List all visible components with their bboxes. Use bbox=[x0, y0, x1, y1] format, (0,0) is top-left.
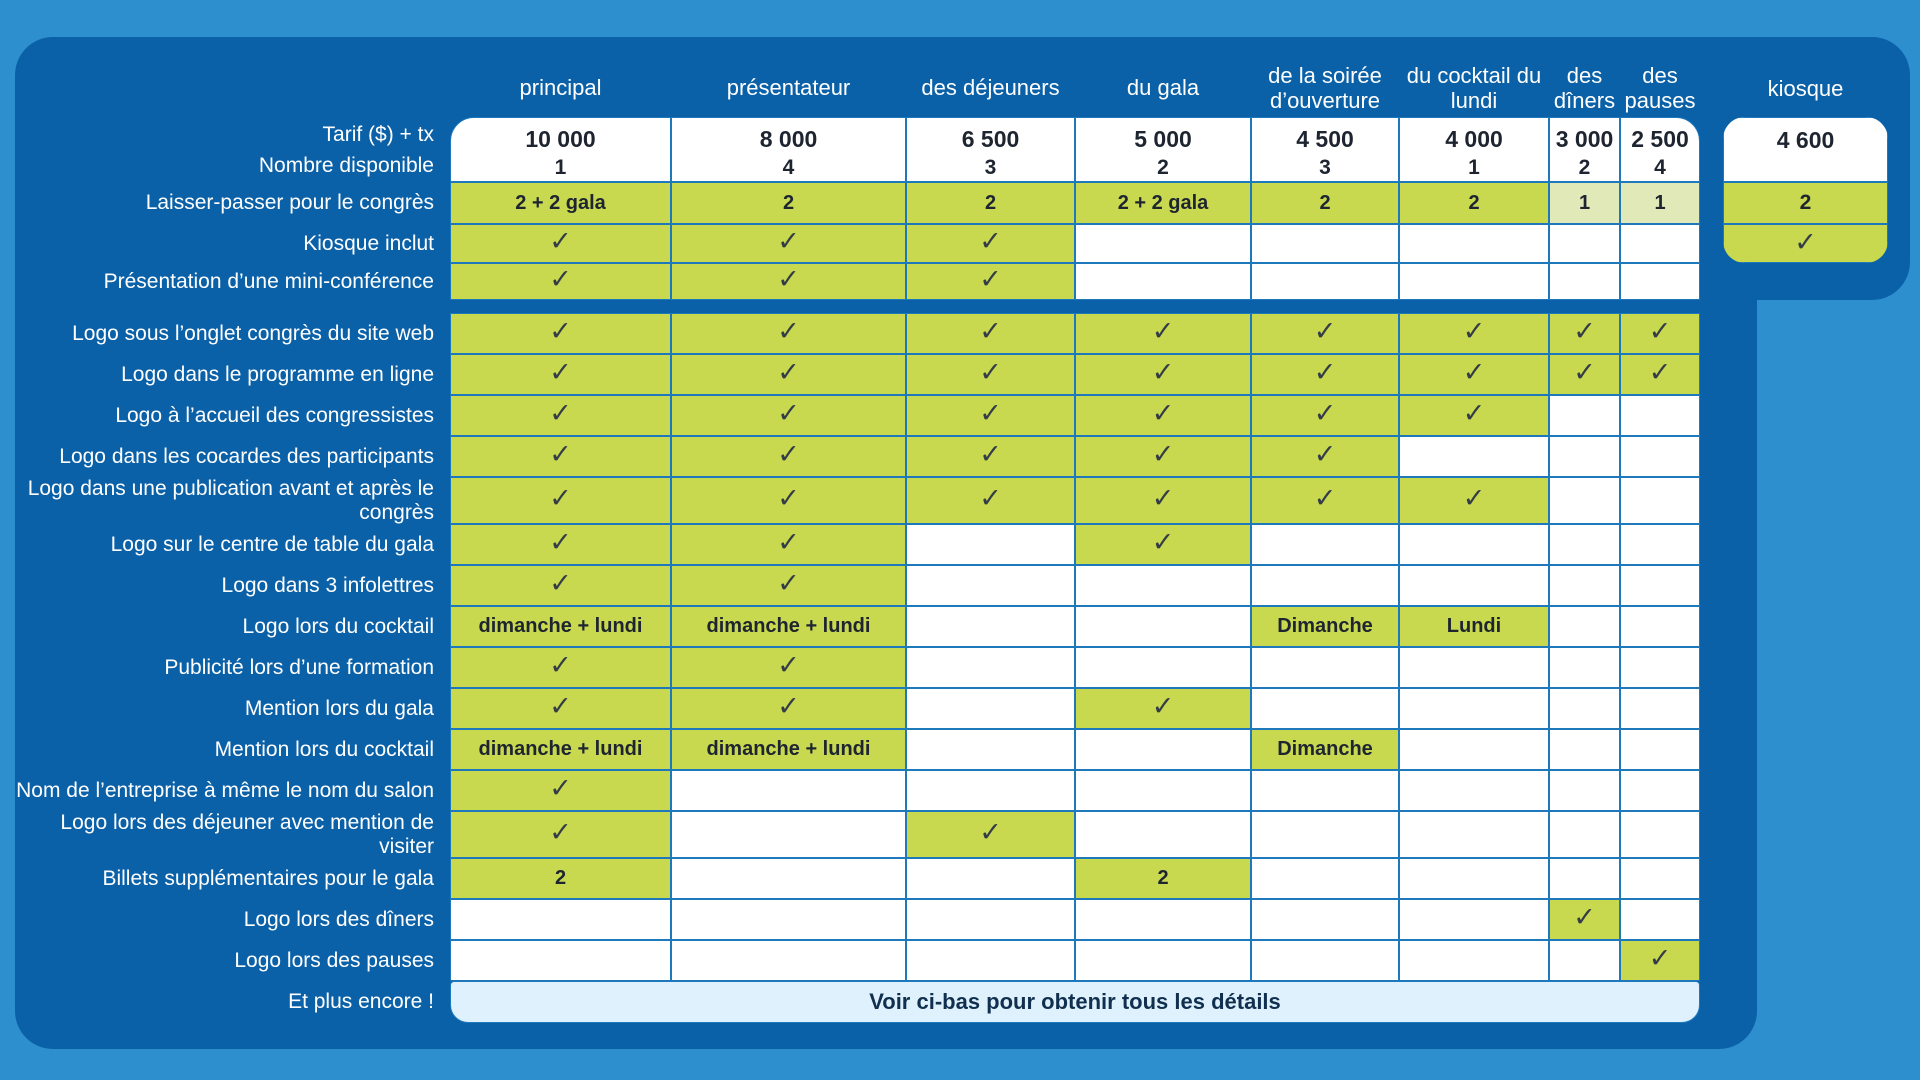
benefit-cell bbox=[1399, 565, 1549, 606]
check-icon: ✓ bbox=[777, 439, 800, 471]
benefit-cell bbox=[1620, 899, 1700, 940]
benefit-cell bbox=[906, 224, 1075, 263]
benefit-cell bbox=[1620, 354, 1700, 395]
benefit-cell bbox=[1549, 940, 1620, 981]
benefit-cell bbox=[1399, 524, 1549, 565]
row-label: Billets supplémentaires pour le gala bbox=[102, 866, 434, 890]
check-icon: ✓ bbox=[1151, 398, 1175, 430]
column-header: de la soirée d’ouverture bbox=[1268, 62, 1382, 113]
benefit-cell bbox=[1620, 524, 1700, 565]
benefit-row bbox=[15, 224, 1700, 263]
benefit-cell bbox=[906, 606, 1075, 647]
check-icon: ✓ bbox=[1462, 316, 1486, 348]
benefit-cell bbox=[671, 477, 906, 524]
check-icon: ✓ bbox=[777, 527, 800, 559]
row-label: Mention lors du cocktail bbox=[214, 737, 434, 761]
check-icon: ✓ bbox=[1313, 316, 1337, 348]
benefit-cell bbox=[1075, 770, 1251, 811]
benefit-cell bbox=[1549, 729, 1620, 770]
check-icon: ✓ bbox=[549, 439, 572, 471]
benefit-cell bbox=[671, 524, 906, 565]
benefit-cell bbox=[1251, 770, 1399, 811]
benefit-cell bbox=[671, 647, 906, 688]
available-value: 1 bbox=[554, 156, 567, 180]
benefit-cell bbox=[1075, 436, 1251, 477]
benefit-row bbox=[15, 182, 1700, 224]
benefit-cell bbox=[671, 565, 906, 606]
benefit-cell bbox=[1549, 858, 1620, 899]
benefit-cell bbox=[1399, 395, 1549, 436]
column-header-row bbox=[15, 60, 1700, 117]
benefit-cell bbox=[450, 354, 671, 395]
benefit-cell bbox=[906, 263, 1075, 300]
benefit-cell bbox=[1620, 565, 1700, 606]
benefit-cell bbox=[1549, 395, 1620, 436]
row-label: Logo dans les cocardes des participants bbox=[59, 444, 434, 468]
benefit-cell bbox=[671, 263, 906, 300]
benefit-cell bbox=[1399, 313, 1549, 354]
check-icon: ✓ bbox=[1462, 357, 1486, 389]
benefit-cell bbox=[671, 811, 906, 858]
benefit-cell bbox=[450, 313, 671, 354]
check-icon: ✓ bbox=[549, 773, 572, 805]
benefit-cell bbox=[450, 224, 671, 263]
column-header: des dîners bbox=[1553, 62, 1616, 113]
benefit-row bbox=[15, 729, 1700, 770]
row-label: Et plus encore ! bbox=[288, 990, 434, 1014]
benefit-cell bbox=[1399, 858, 1549, 899]
benefit-cell bbox=[671, 940, 906, 981]
available-value: 4 bbox=[1654, 156, 1666, 180]
benefit-row bbox=[15, 354, 1700, 395]
row-label: Logo lors du cocktail bbox=[242, 614, 434, 638]
footer-row bbox=[15, 981, 1700, 1023]
benefit-cell bbox=[450, 477, 671, 524]
benefit-cell bbox=[1075, 395, 1251, 436]
benefit-cell bbox=[1399, 688, 1549, 729]
check-icon: ✓ bbox=[979, 817, 1002, 849]
benefit-cell bbox=[906, 395, 1075, 436]
benefit-cell bbox=[1549, 524, 1620, 565]
benefit-cell bbox=[450, 647, 671, 688]
benefit-cell bbox=[1075, 224, 1251, 263]
benefit-cell: 2 bbox=[1251, 182, 1399, 224]
benefit-cell bbox=[1399, 811, 1549, 858]
benefit-cell bbox=[1075, 524, 1251, 565]
benefit-cell bbox=[1620, 313, 1700, 354]
check-icon: ✓ bbox=[979, 483, 1002, 515]
check-icon: ✓ bbox=[979, 226, 1002, 258]
benefit-cell bbox=[1620, 395, 1700, 436]
benefit-cell bbox=[1251, 858, 1399, 899]
benefit-cell: Dimanche bbox=[1251, 606, 1399, 647]
check-icon: ✓ bbox=[777, 483, 800, 515]
benefit-cell bbox=[1251, 899, 1399, 940]
check-icon: ✓ bbox=[549, 357, 572, 389]
benefit-cell: dimanche + lundi bbox=[450, 729, 671, 770]
corner-spacer bbox=[15, 60, 450, 117]
benefit-cell bbox=[1620, 858, 1700, 899]
benefit-cell bbox=[671, 858, 906, 899]
price-row bbox=[15, 117, 1700, 182]
check-icon: ✓ bbox=[549, 398, 572, 430]
check-icon: ✓ bbox=[1151, 357, 1175, 389]
benefit-cell bbox=[1399, 263, 1549, 300]
benefit-cell bbox=[1075, 313, 1251, 354]
benefit-cell bbox=[1620, 729, 1700, 770]
check-icon: ✓ bbox=[979, 264, 1002, 296]
price-value: 6 500 bbox=[961, 126, 1020, 152]
kiosque-included-cell bbox=[1723, 224, 1888, 263]
benefit-row bbox=[15, 770, 1700, 811]
check-icon: ✓ bbox=[549, 817, 572, 849]
benefit-row bbox=[15, 606, 1700, 647]
benefit-cell bbox=[1251, 647, 1399, 688]
row-label: Logo dans 3 infolettres bbox=[221, 573, 434, 597]
price-cell bbox=[450, 117, 671, 182]
benefit-cell bbox=[1251, 313, 1399, 354]
check-icon: ✓ bbox=[549, 316, 572, 348]
check-icon: ✓ bbox=[1151, 527, 1175, 559]
benefit-cell bbox=[1251, 436, 1399, 477]
benefit-row bbox=[15, 524, 1700, 565]
check-icon: ✓ bbox=[549, 691, 572, 723]
benefit-cell bbox=[1075, 565, 1251, 606]
check-icon: ✓ bbox=[979, 439, 1002, 471]
benefit-cell bbox=[906, 811, 1075, 858]
benefit-cell bbox=[671, 395, 906, 436]
check-icon: ✓ bbox=[777, 264, 800, 296]
benefit-cell bbox=[1251, 395, 1399, 436]
benefit-cell bbox=[1251, 688, 1399, 729]
price-cell bbox=[906, 117, 1075, 182]
benefit-row bbox=[15, 899, 1700, 940]
benefit-cell bbox=[906, 729, 1075, 770]
price-cell bbox=[671, 117, 906, 182]
check-icon: ✓ bbox=[1573, 902, 1596, 934]
benefit-cell bbox=[671, 688, 906, 729]
benefit-cell bbox=[1549, 647, 1620, 688]
benefit-cell bbox=[906, 770, 1075, 811]
benefit-cell bbox=[1620, 477, 1700, 524]
check-icon: ✓ bbox=[1573, 316, 1596, 348]
check-icon: ✓ bbox=[1462, 398, 1486, 430]
column-header: des pauses bbox=[1624, 62, 1696, 113]
available-value: 3 bbox=[1319, 156, 1331, 180]
benefit-cell bbox=[1399, 224, 1549, 263]
row-label: Logo lors des déjeuner avec mention de visiter bbox=[60, 811, 434, 858]
benefit-row bbox=[15, 647, 1700, 688]
benefit-cell bbox=[1620, 647, 1700, 688]
benefit-cell bbox=[1549, 811, 1620, 858]
check-icon: ✓ bbox=[1648, 316, 1672, 348]
check-icon: ✓ bbox=[1313, 439, 1337, 471]
benefit-cell bbox=[1549, 436, 1620, 477]
benefit-cell bbox=[671, 224, 906, 263]
benefit-row bbox=[15, 395, 1700, 436]
benefit-cell bbox=[1075, 811, 1251, 858]
benefit-cell bbox=[1620, 263, 1700, 300]
benefit-cell bbox=[450, 263, 671, 300]
kiosque-column-header: kiosque bbox=[1767, 75, 1844, 101]
benefit-row bbox=[15, 436, 1700, 477]
benefit-cell bbox=[1549, 313, 1620, 354]
benefit-cell bbox=[1399, 647, 1549, 688]
benefit-cell bbox=[1075, 647, 1251, 688]
row-label: Nom de l’entreprise à même le nom du salon bbox=[16, 778, 434, 802]
check-icon: ✓ bbox=[549, 483, 572, 515]
column-header: du cocktail du lundi bbox=[1406, 62, 1542, 113]
benefit-cell bbox=[1549, 263, 1620, 300]
check-icon: ✓ bbox=[777, 568, 800, 600]
check-icon: ✓ bbox=[1648, 357, 1672, 389]
benefit-cell bbox=[450, 688, 671, 729]
benefit-cell bbox=[1549, 477, 1620, 524]
benefit-cell bbox=[1251, 224, 1399, 263]
check-icon: ✓ bbox=[549, 650, 572, 682]
benefit-cell: dimanche + lundi bbox=[450, 606, 671, 647]
benefit-row bbox=[15, 858, 1700, 899]
price-value: 4 000 bbox=[1445, 126, 1503, 152]
benefit-cell bbox=[1549, 606, 1620, 647]
check-icon: ✓ bbox=[1151, 316, 1175, 348]
price-row-labels bbox=[15, 117, 450, 182]
benefit-cell bbox=[906, 477, 1075, 524]
available-value: 2 bbox=[1578, 156, 1591, 180]
price-value: 10 000 bbox=[525, 126, 596, 152]
check-icon: ✓ bbox=[1648, 943, 1672, 975]
benefit-cell bbox=[1251, 811, 1399, 858]
benefit-cell bbox=[1549, 688, 1620, 729]
benefit-cell bbox=[906, 647, 1075, 688]
benefit-cell: 2 bbox=[906, 182, 1075, 224]
benefit-cell bbox=[1399, 477, 1549, 524]
benefit-cell bbox=[1620, 770, 1700, 811]
column-header: présentateur bbox=[726, 75, 851, 101]
benefit-cell bbox=[906, 436, 1075, 477]
benefit-cell bbox=[1399, 729, 1549, 770]
benefit-cell: dimanche + lundi bbox=[671, 729, 906, 770]
benefit-cell bbox=[1620, 811, 1700, 858]
benefit-cell bbox=[1075, 263, 1251, 300]
benefit-cell bbox=[906, 940, 1075, 981]
benefit-cell bbox=[1251, 477, 1399, 524]
check-icon: ✓ bbox=[1151, 691, 1175, 723]
benefit-cell bbox=[1251, 354, 1399, 395]
check-icon: ✓ bbox=[1313, 483, 1337, 515]
price-cell bbox=[1620, 117, 1700, 182]
check-icon: ✓ bbox=[777, 357, 800, 389]
benefit-cell bbox=[1549, 770, 1620, 811]
benefit-cell bbox=[1251, 524, 1399, 565]
footer-note: Voir ci-bas pour obtenir tous les détails bbox=[450, 981, 1700, 1023]
benefit-cell bbox=[906, 354, 1075, 395]
row-label: Logo sous l’onglet congrès du site web bbox=[72, 321, 434, 345]
price-cell bbox=[1549, 117, 1620, 182]
benefit-cell bbox=[671, 436, 906, 477]
benefit-cell bbox=[1399, 354, 1549, 395]
benefit-row bbox=[15, 313, 1700, 354]
price-value: 8 000 bbox=[759, 126, 818, 152]
check-icon: ✓ bbox=[979, 357, 1002, 389]
row-label: Kiosque inclut bbox=[303, 231, 434, 255]
benefit-cell bbox=[1549, 354, 1620, 395]
check-icon: ✓ bbox=[1794, 227, 1817, 258]
benefit-cell bbox=[1251, 263, 1399, 300]
benefit-cell bbox=[1399, 436, 1549, 477]
benefit-cell bbox=[1620, 436, 1700, 477]
benefit-cell: 2 bbox=[1075, 858, 1251, 899]
column-header: des déjeuners bbox=[921, 75, 1060, 101]
price-cell bbox=[1251, 117, 1399, 182]
section-gap bbox=[15, 300, 1700, 313]
row-label: Logo lors des pauses bbox=[234, 948, 434, 972]
check-icon: ✓ bbox=[777, 316, 800, 348]
row-label: Mention lors du gala bbox=[244, 696, 434, 720]
check-icon: ✓ bbox=[549, 527, 572, 559]
column-header: principal bbox=[519, 75, 602, 101]
benefit-cell bbox=[1075, 477, 1251, 524]
benefit-row bbox=[15, 811, 1700, 858]
benefit-cell bbox=[1075, 899, 1251, 940]
benefit-cell bbox=[450, 524, 671, 565]
check-icon: ✓ bbox=[1573, 357, 1596, 389]
check-icon: ✓ bbox=[777, 691, 800, 723]
row-label: Logo à l’accueil des congressistes bbox=[115, 403, 434, 427]
row-label: Logo dans le programme en ligne bbox=[121, 362, 434, 386]
benefit-cell bbox=[450, 395, 671, 436]
kiosque-passes-value: 2 bbox=[1723, 182, 1888, 224]
benefit-cell bbox=[1399, 770, 1549, 811]
price-value: 2 500 bbox=[1631, 126, 1689, 152]
price-value: 3 000 bbox=[1555, 126, 1614, 152]
benefit-cell bbox=[906, 899, 1075, 940]
benefit-cell: 2 bbox=[450, 858, 671, 899]
check-icon: ✓ bbox=[979, 316, 1002, 348]
benefit-cell: 1 bbox=[1620, 182, 1700, 224]
benefit-row bbox=[15, 477, 1700, 524]
tarif-label: Tarif ($) + tx bbox=[322, 123, 434, 147]
benefit-cell bbox=[1251, 940, 1399, 981]
available-value: 2 bbox=[1157, 156, 1169, 180]
benefit-cell: 1 bbox=[1549, 182, 1620, 224]
column-header: du gala bbox=[1126, 75, 1200, 101]
check-icon: ✓ bbox=[549, 226, 572, 258]
check-icon: ✓ bbox=[979, 398, 1002, 430]
benefit-cell: 2 bbox=[671, 182, 906, 224]
row-label: Logo sur le centre de table du gala bbox=[110, 532, 434, 556]
price-value: 4 500 bbox=[1296, 126, 1354, 152]
kiosque-price-value: 4 600 bbox=[1723, 117, 1888, 182]
benefit-cell bbox=[1075, 729, 1251, 770]
benefit-cell bbox=[1620, 606, 1700, 647]
available-value: 3 bbox=[984, 156, 997, 180]
check-icon: ✓ bbox=[777, 226, 800, 258]
benefit-cell bbox=[906, 524, 1075, 565]
row-label: Publicité lors d’une formation bbox=[164, 655, 434, 679]
check-icon: ✓ bbox=[1313, 398, 1337, 430]
benefit-cell bbox=[450, 770, 671, 811]
check-icon: ✓ bbox=[1151, 483, 1175, 515]
dispo-label: Nombre disponible bbox=[258, 154, 434, 177]
benefits-table bbox=[15, 60, 1700, 1023]
benefit-cell: 2 bbox=[1399, 182, 1549, 224]
benefit-cell bbox=[1620, 688, 1700, 729]
price-value: 5 000 bbox=[1134, 126, 1192, 152]
benefit-row bbox=[15, 940, 1700, 981]
row-label: Logo dans une publication avant et après le congrès bbox=[27, 477, 434, 524]
benefit-cell bbox=[1075, 940, 1251, 981]
benefit-cell bbox=[906, 858, 1075, 899]
row-label: Logo lors des dîners bbox=[243, 907, 434, 931]
benefit-cell bbox=[1075, 354, 1251, 395]
check-icon: ✓ bbox=[1151, 439, 1175, 471]
benefit-cell: 2 + 2 gala bbox=[450, 182, 671, 224]
benefit-cell bbox=[671, 313, 906, 354]
benefit-cell bbox=[906, 688, 1075, 729]
benefit-cell bbox=[1549, 224, 1620, 263]
benefit-cell bbox=[450, 811, 671, 858]
price-cell bbox=[1399, 117, 1549, 182]
price-cell bbox=[1075, 117, 1251, 182]
benefit-cell bbox=[671, 770, 906, 811]
benefit-row bbox=[15, 263, 1700, 300]
check-icon: ✓ bbox=[777, 650, 800, 682]
check-icon: ✓ bbox=[1462, 483, 1486, 515]
available-value: 4 bbox=[782, 156, 795, 180]
benefit-cell bbox=[1075, 688, 1251, 729]
benefit-row bbox=[15, 565, 1700, 606]
benefit-cell bbox=[1075, 606, 1251, 647]
benefit-cell: Dimanche bbox=[1251, 729, 1399, 770]
benefit-cell: Lundi bbox=[1399, 606, 1549, 647]
row-label: Présentation d’une mini-conférence bbox=[103, 269, 434, 293]
benefit-cell bbox=[1620, 940, 1700, 981]
benefit-cell bbox=[1549, 565, 1620, 606]
benefit-cell bbox=[1620, 224, 1700, 263]
row-label: Laisser-passer pour le congrès bbox=[145, 191, 434, 215]
check-icon: ✓ bbox=[549, 568, 572, 600]
benefit-cell bbox=[1251, 565, 1399, 606]
benefit-cell bbox=[906, 313, 1075, 354]
kiosque-card bbox=[1723, 117, 1888, 263]
benefit-cell bbox=[906, 565, 1075, 606]
check-icon: ✓ bbox=[549, 264, 572, 296]
benefit-cell bbox=[1549, 899, 1620, 940]
benefit-cell: dimanche + lundi bbox=[671, 606, 906, 647]
benefit-row bbox=[15, 688, 1700, 729]
benefit-cell bbox=[1399, 940, 1549, 981]
benefit-cell bbox=[1399, 899, 1549, 940]
benefit-cell bbox=[671, 354, 906, 395]
benefit-cell bbox=[671, 899, 906, 940]
check-icon: ✓ bbox=[1313, 357, 1337, 389]
benefit-cell bbox=[450, 436, 671, 477]
check-icon: ✓ bbox=[777, 398, 800, 430]
available-value: 1 bbox=[1468, 156, 1480, 180]
benefit-cell bbox=[450, 565, 671, 606]
benefit-cell: 2 + 2 gala bbox=[1075, 182, 1251, 224]
benefit-cell bbox=[450, 899, 671, 940]
benefit-cell bbox=[450, 940, 671, 981]
